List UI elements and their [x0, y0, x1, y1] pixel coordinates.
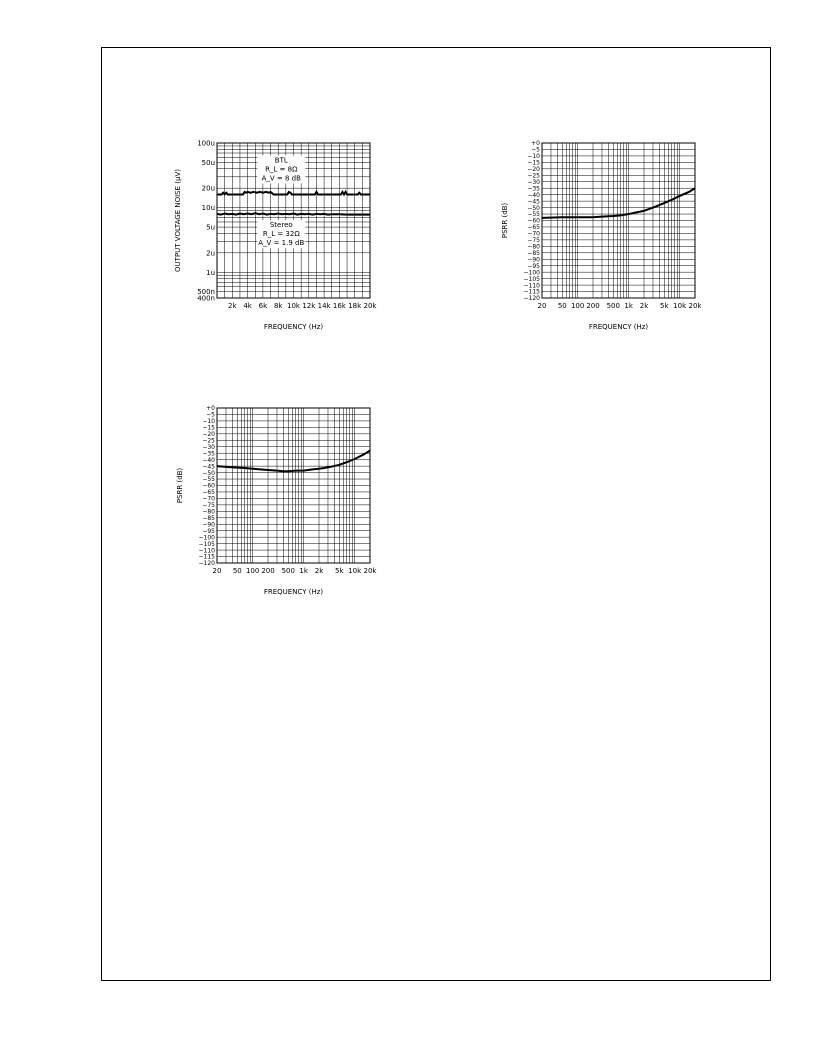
- y-tick-label: −85: [527, 249, 540, 257]
- x-axis-label: FREQUENCY (Hz): [263, 323, 324, 331]
- annotation-text: BTL: [274, 156, 288, 165]
- x-tick-label: 6k: [258, 302, 268, 310]
- x-tick-label: 8k: [273, 302, 283, 310]
- y-tick-label: 500n: [197, 288, 215, 297]
- x-tick-label: 200: [586, 302, 600, 310]
- y-tick-label: −35: [202, 450, 215, 458]
- x-tick-label: 18k: [348, 302, 362, 310]
- y-tick-label: −30: [202, 443, 215, 451]
- y-tick-label: −90: [202, 521, 215, 529]
- y-tick-label: 20u: [201, 184, 215, 193]
- x-axis-label: FREQUENCY (Hz): [588, 323, 649, 331]
- x-tick-label: 20k: [363, 567, 377, 575]
- y-tick-label: −55: [527, 211, 540, 219]
- psrr-series-line-1: [217, 451, 370, 472]
- annotation-text: A_V = 8 dB: [261, 174, 301, 183]
- x-tick-label: 1k: [624, 302, 633, 310]
- x-axis-label: FREQUENCY (Hz): [263, 588, 324, 596]
- x-tick-label: 14k: [317, 302, 331, 310]
- y-tick-label: −55: [202, 476, 215, 484]
- y-tick-label: −10: [202, 418, 215, 426]
- y-tick-label: −5: [531, 146, 540, 154]
- x-tick-label: 500: [606, 302, 620, 310]
- y-tick-label: 5u: [206, 223, 215, 232]
- y-tick-label: +0: [531, 140, 540, 148]
- x-tick-label: 10k: [287, 302, 300, 310]
- y-tick-label: −110: [198, 547, 215, 555]
- x-tick-label: 5k: [335, 567, 344, 575]
- output-voltage-noise-chart: [170, 135, 390, 345]
- y-tick-label: −15: [527, 159, 540, 167]
- y-tick-label: −105: [523, 275, 540, 283]
- y-axis-label: PSRR (dB): [501, 202, 509, 239]
- x-tick-label: 10k: [348, 567, 362, 575]
- y-tick-label: −60: [202, 482, 215, 490]
- x-tick-label: 2k: [639, 302, 649, 310]
- y-axis-label: PSRR (dB): [176, 467, 184, 504]
- y-tick-label: −105: [198, 540, 215, 548]
- psrr-chart-bottom-left: [170, 400, 390, 610]
- y-tick-label: 10u: [201, 204, 215, 213]
- y-tick-label: −100: [523, 269, 540, 277]
- y-tick-label: −75: [527, 237, 540, 245]
- y-tick-label: −25: [527, 172, 540, 180]
- y-tick-label: −60: [527, 217, 540, 225]
- y-tick-label: 50u: [201, 158, 215, 167]
- y-tick-label: −45: [202, 463, 215, 471]
- y-tick-label: −40: [527, 191, 540, 199]
- y-tick-label: −120: [198, 560, 215, 568]
- y-tick-label: −5: [206, 411, 215, 419]
- y-tick-label: −95: [527, 262, 540, 270]
- y-tick-label: −65: [527, 224, 540, 232]
- psrr-chart-top-right: [495, 135, 715, 345]
- y-tick-label: −70: [527, 230, 540, 238]
- y-tick-label: −30: [527, 178, 540, 186]
- y-tick-label: −10: [527, 153, 540, 161]
- y-tick-label: −75: [202, 502, 215, 510]
- y-tick-label: −50: [527, 204, 540, 212]
- y-tick-label: −15: [202, 424, 215, 432]
- y-tick-label: −80: [202, 508, 215, 516]
- x-tick-label: 100: [570, 302, 585, 310]
- y-tick-label: 100u: [197, 139, 215, 148]
- y-tick-label: −115: [523, 288, 540, 296]
- y-tick-label: −80: [527, 243, 540, 251]
- y-tick-label: +0: [206, 405, 215, 413]
- y-tick-label: 400n: [197, 294, 215, 303]
- x-tick-label: 100: [245, 567, 260, 575]
- y-tick-label: 1u: [206, 268, 215, 277]
- x-tick-label: 200: [261, 567, 275, 575]
- y-tick-label: −90: [527, 256, 540, 264]
- x-tick-label: 500: [281, 567, 295, 575]
- x-tick-label: 12k: [302, 302, 316, 310]
- x-tick-label: 20k: [363, 302, 377, 310]
- annotation-text: Stereo: [269, 221, 293, 230]
- x-tick-label: 1k: [299, 567, 308, 575]
- y-tick-label: −40: [202, 456, 215, 464]
- x-tick-label: 20: [537, 302, 547, 310]
- y-tick-label: −110: [523, 282, 540, 290]
- x-tick-label: 2k: [228, 302, 237, 310]
- x-tick-label: 2k: [314, 567, 324, 575]
- y-tick-label: −20: [202, 431, 215, 439]
- y-tick-label: −115: [198, 553, 215, 561]
- x-tick-label: 50: [557, 302, 567, 310]
- y-tick-label: −25: [202, 437, 215, 445]
- y-tick-label: −35: [527, 185, 540, 193]
- annotation-text: R_L = 8Ω: [265, 165, 298, 174]
- x-tick-label: 5k: [660, 302, 669, 310]
- annotation-text: A_V = 1.9 dB: [258, 239, 305, 248]
- x-tick-label: 20: [212, 567, 222, 575]
- y-axis-label: OUTPUT VOLTAGE NOISE (μV): [174, 169, 182, 272]
- y-tick-label: −95: [202, 527, 215, 535]
- psrr-series-line-1: [542, 188, 695, 218]
- y-tick-label: −70: [202, 495, 215, 503]
- x-tick-label: 20k: [688, 302, 702, 310]
- y-tick-label: 2u: [206, 249, 215, 258]
- y-tick-label: −45: [527, 198, 540, 206]
- y-tick-label: −85: [202, 514, 215, 522]
- x-tick-label: 10k: [673, 302, 687, 310]
- x-tick-label: 4k: [243, 302, 252, 310]
- y-tick-label: −20: [527, 166, 540, 174]
- y-tick-label: −100: [198, 534, 215, 542]
- annotation-text: R_L = 32Ω: [262, 230, 300, 239]
- y-tick-label: −120: [523, 295, 540, 303]
- y-tick-label: −65: [202, 489, 215, 497]
- x-tick-label: 50: [232, 567, 242, 575]
- y-tick-label: −50: [202, 469, 215, 477]
- x-tick-label: 16k: [332, 302, 346, 310]
